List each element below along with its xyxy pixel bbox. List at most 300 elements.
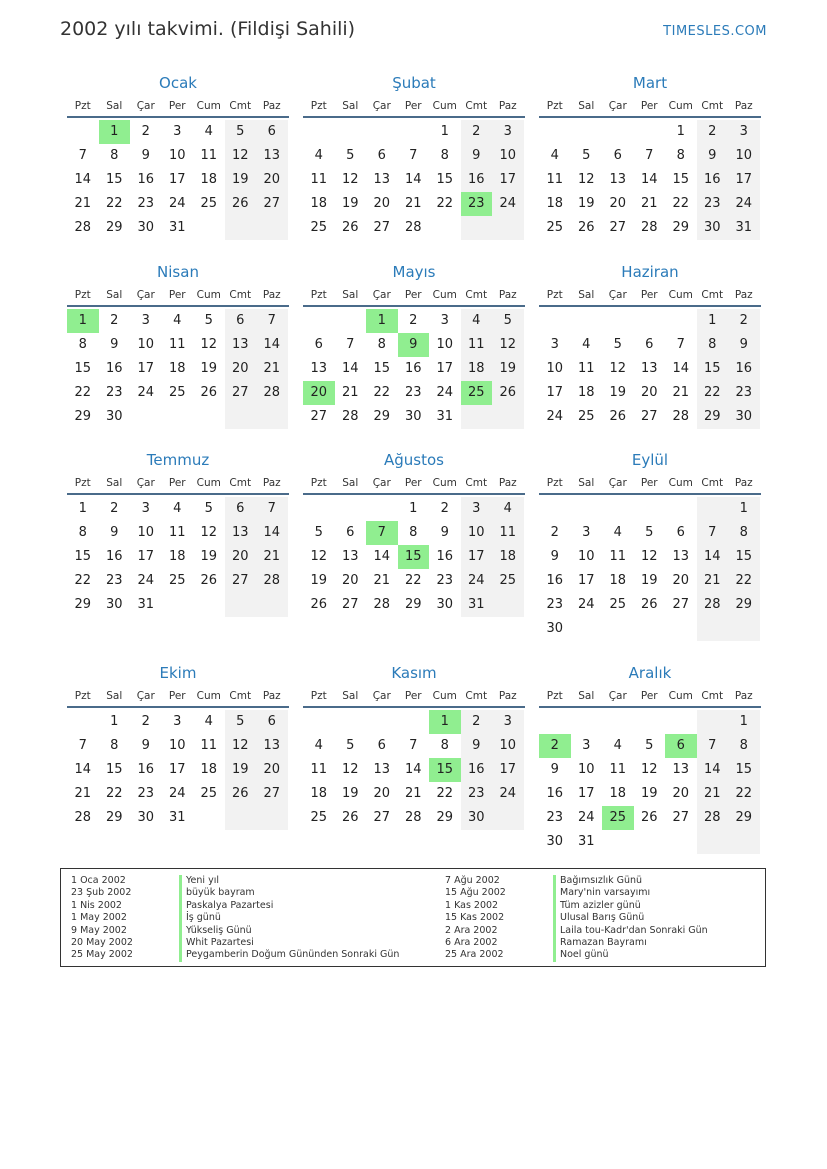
day-cell: 18 <box>461 357 493 381</box>
empty-day-cell <box>571 617 603 641</box>
empty-day-cell <box>697 710 729 734</box>
weekday-label: Pzt <box>310 690 327 702</box>
day-cell: 7 <box>409 148 418 163</box>
day-cell: 3 <box>492 710 524 734</box>
day-cell: 21 <box>373 573 391 588</box>
day-cell: 8 <box>110 738 119 753</box>
weekday-label: Pzt <box>310 100 327 112</box>
day-cell: 6 <box>346 525 355 540</box>
empty-day-cell <box>697 497 729 521</box>
empty-day-cell <box>634 120 666 144</box>
day-cell: 27 <box>609 220 627 235</box>
day-cell: 4 <box>492 497 524 521</box>
day-cell: 30 <box>404 409 422 424</box>
day-cell: 14 <box>74 762 92 777</box>
month-block <box>539 449 761 641</box>
week-row <box>303 782 525 806</box>
day-cell: 5 <box>225 120 257 144</box>
day-cell: 11 <box>609 762 627 777</box>
day-cell: 14 <box>74 172 92 187</box>
day-cell: 2 <box>550 525 559 540</box>
weekday-label: Per <box>168 100 186 112</box>
day-cell: 28 <box>697 593 729 617</box>
day-cell: 8 <box>440 148 449 163</box>
weekday-label: Per <box>404 289 422 301</box>
empty-day-cell <box>571 120 603 144</box>
day-cell: 21 <box>672 385 690 400</box>
day-cell: 25 <box>200 196 218 211</box>
day-cell: 26 <box>492 381 524 405</box>
empty-day-cell <box>225 405 257 429</box>
weekday-label: Sal <box>578 477 595 489</box>
day-cell: 28 <box>672 409 690 424</box>
day-cell: 14 <box>404 172 422 187</box>
empty-day-cell <box>665 309 697 333</box>
day-cell: 11 <box>461 333 493 357</box>
legend-holiday-name: İş günü <box>179 912 221 924</box>
day-cell: 25 <box>609 597 627 612</box>
week-row <box>67 782 289 806</box>
empty-day-cell <box>602 309 634 333</box>
empty-day-cell <box>256 405 288 429</box>
day-cell: 27 <box>373 810 391 825</box>
day-cell: 14 <box>373 549 391 564</box>
day-cell: 19 <box>640 786 658 801</box>
day-cell: 8 <box>409 525 418 540</box>
week-row <box>539 120 761 144</box>
month-block <box>539 72 761 240</box>
day-cell: 4 <box>173 313 182 328</box>
day-cell: 6 <box>645 337 654 352</box>
day-cell: 22 <box>728 569 760 593</box>
weekday-label: Çar <box>372 100 391 112</box>
holiday-legend <box>60 868 766 967</box>
day-cell: 22 <box>74 385 92 400</box>
day-cell: 28 <box>640 220 658 235</box>
day-cell: 30 <box>546 834 564 849</box>
day-cell: 4 <box>204 714 213 729</box>
day-cell: 27 <box>256 192 288 216</box>
month-name: Aralık <box>628 664 672 682</box>
month-name: Nisan <box>157 263 199 281</box>
weekday-label: Cmt <box>701 289 724 301</box>
day-cell: 30 <box>461 806 493 830</box>
empty-day-cell <box>539 120 571 144</box>
day-cell: 22 <box>105 196 123 211</box>
day-cell: 24 <box>137 385 155 400</box>
day-cell: 19 <box>640 573 658 588</box>
day-cell: 27 <box>672 810 690 825</box>
week-row <box>303 806 525 830</box>
empty-day-cell <box>602 617 634 641</box>
day-cell: 12 <box>640 549 658 564</box>
weekday-header <box>303 96 525 118</box>
day-cell: 15 <box>74 549 92 564</box>
week-row <box>67 216 289 240</box>
day-cell: 1 <box>676 124 685 139</box>
week-row <box>67 593 289 617</box>
week-row <box>303 168 525 192</box>
day-cell: 21 <box>404 786 422 801</box>
empty-day-cell <box>67 710 99 734</box>
day-cell: 18 <box>310 786 328 801</box>
day-cell: 19 <box>200 549 218 564</box>
day-cell: 30 <box>105 597 123 612</box>
weekday-label: Cum <box>432 477 457 489</box>
day-cell: 11 <box>310 172 328 187</box>
day-cell: 31 <box>728 216 760 240</box>
day-cell: 6 <box>256 710 288 734</box>
week-row <box>303 569 525 593</box>
weekday-label: Cum <box>668 100 693 112</box>
empty-day-cell <box>303 710 335 734</box>
legend-date: 25 Ara 2002 <box>445 949 504 961</box>
day-cell: 4 <box>461 309 493 333</box>
day-cell: 23 <box>137 786 155 801</box>
empty-day-cell <box>539 309 571 333</box>
day-cell: 17 <box>728 168 760 192</box>
legend-date: 23 Şub 2002 <box>71 887 132 899</box>
day-cell: 30 <box>697 216 729 240</box>
empty-day-cell <box>130 405 162 429</box>
day-cell: 2 <box>110 501 119 516</box>
day-cell: 13 <box>341 549 359 564</box>
legend-date: 1 May 2002 <box>71 912 127 924</box>
day-cell: 13 <box>672 549 690 564</box>
day-cell: 8 <box>78 337 87 352</box>
day-cell: 25 <box>168 573 186 588</box>
weekday-label: Cmt <box>465 289 488 301</box>
weekday-label: Per <box>168 690 186 702</box>
weekday-header <box>303 473 525 495</box>
week-row <box>67 192 289 216</box>
day-cell: 29 <box>74 409 92 424</box>
day-cell: 18 <box>168 361 186 376</box>
weekday-label: Çar <box>608 477 627 489</box>
month-block <box>67 261 289 429</box>
week-row <box>539 758 761 782</box>
empty-day-cell <box>602 497 634 521</box>
day-cell: 10 <box>168 738 186 753</box>
day-cell: 10 <box>728 144 760 168</box>
day-cell: 30 <box>137 220 155 235</box>
day-cell: 25 <box>200 786 218 801</box>
empty-day-cell <box>571 497 603 521</box>
day-cell: 21 <box>74 196 92 211</box>
weekday-label: Pzt <box>546 477 563 489</box>
month-name: Kasım <box>391 664 437 682</box>
day-cell: 31 <box>436 409 454 424</box>
week-row <box>303 710 525 734</box>
week-row <box>539 734 761 758</box>
week-row <box>303 357 525 381</box>
empty-day-cell <box>366 497 398 521</box>
day-cell: 19 <box>492 357 524 381</box>
day-cell: 12 <box>341 172 359 187</box>
weekday-label: Sal <box>342 690 359 702</box>
day-cell: 23 <box>137 196 155 211</box>
weekday-label: Çar <box>608 690 627 702</box>
day-cell: 11 <box>310 762 328 777</box>
day-cell: 15 <box>74 361 92 376</box>
day-cell: 28 <box>341 409 359 424</box>
day-cell: 9 <box>141 148 150 163</box>
day-cell: 18 <box>609 573 627 588</box>
empty-day-cell <box>366 710 398 734</box>
day-cell: 8 <box>728 521 760 545</box>
day-cell: 21 <box>74 786 92 801</box>
day-cell: 4 <box>314 148 323 163</box>
day-cell: 16 <box>105 549 123 564</box>
empty-day-cell <box>571 710 603 734</box>
day-cell: 20 <box>609 196 627 211</box>
day-cell: 24 <box>137 573 155 588</box>
month-name: Şubat <box>392 74 436 92</box>
week-row <box>67 710 289 734</box>
weekday-label: Cum <box>668 289 693 301</box>
day-cell: 31 <box>168 220 186 235</box>
weekday-label: Cmt <box>701 477 724 489</box>
holiday-day-cell: 25 <box>602 806 634 830</box>
legend-holiday-name: Yeni yıl <box>179 875 219 887</box>
day-cell: 4 <box>582 337 591 352</box>
day-cell: 9 <box>728 333 760 357</box>
day-cell: 21 <box>640 196 658 211</box>
month-name: Mayıs <box>392 263 436 281</box>
holiday-day-cell: 1 <box>99 120 131 144</box>
weekday-label: Sal <box>106 477 123 489</box>
empty-day-cell <box>256 806 288 830</box>
day-cell: 4 <box>314 738 323 753</box>
day-cell: 5 <box>204 501 213 516</box>
day-cell: 23 <box>461 782 493 806</box>
day-cell: 17 <box>577 573 595 588</box>
weekday-label: Cmt <box>229 690 252 702</box>
day-cell: 23 <box>404 385 422 400</box>
week-row <box>67 758 289 782</box>
day-cell: 21 <box>404 196 422 211</box>
day-cell: 6 <box>314 337 323 352</box>
day-cell: 2 <box>697 120 729 144</box>
weekday-label: Çar <box>372 477 391 489</box>
legend-date: 20 May 2002 <box>71 936 133 948</box>
day-cell: 26 <box>310 597 328 612</box>
day-cell: 27 <box>640 409 658 424</box>
day-cell: 23 <box>105 385 123 400</box>
month-name: Haziran <box>621 263 679 281</box>
day-cell: 19 <box>341 196 359 211</box>
day-cell: 29 <box>672 220 690 235</box>
legend-date: 15 Kas 2002 <box>445 912 505 924</box>
day-cell: 6 <box>676 525 685 540</box>
weekday-label: Cmt <box>229 477 252 489</box>
empty-day-cell <box>602 830 634 854</box>
day-cell: 16 <box>697 168 729 192</box>
day-cell: 18 <box>168 549 186 564</box>
day-cell: 22 <box>728 782 760 806</box>
day-cell: 18 <box>200 172 218 187</box>
day-cell: 13 <box>672 762 690 777</box>
week-row <box>539 192 761 216</box>
day-cell: 19 <box>225 758 257 782</box>
week-row <box>67 381 289 405</box>
day-cell: 14 <box>697 758 729 782</box>
week-row <box>303 144 525 168</box>
week-row <box>539 144 761 168</box>
week-row <box>539 545 761 569</box>
weekday-label: Paz <box>262 289 281 301</box>
day-cell: 6 <box>225 497 257 521</box>
day-cell: 22 <box>105 786 123 801</box>
day-cell: 30 <box>105 409 123 424</box>
weekday-label: Sal <box>578 690 595 702</box>
holiday-day-cell: 1 <box>67 309 99 333</box>
day-cell: 4 <box>173 501 182 516</box>
weekday-label: Paz <box>734 289 753 301</box>
week-row <box>67 405 289 429</box>
day-cell: 2 <box>461 120 493 144</box>
day-cell: 20 <box>225 357 257 381</box>
empty-day-cell <box>571 309 603 333</box>
day-cell: 28 <box>256 569 288 593</box>
weekday-label: Çar <box>136 690 155 702</box>
day-cell: 20 <box>373 786 391 801</box>
weekday-label: Per <box>168 289 186 301</box>
weekday-label: Cmt <box>465 690 488 702</box>
day-cell: 1 <box>440 124 449 139</box>
day-cell: 5 <box>204 313 213 328</box>
weekday-label: Cum <box>196 100 221 112</box>
day-cell: 14 <box>672 361 690 376</box>
week-row <box>539 569 761 593</box>
day-cell: 15 <box>105 762 123 777</box>
empty-day-cell <box>634 710 666 734</box>
day-cell: 17 <box>492 758 524 782</box>
empty-day-cell <box>665 617 697 641</box>
week-row <box>539 617 761 641</box>
day-cell: 1 <box>409 501 418 516</box>
day-cell: 28 <box>404 810 422 825</box>
day-cell: 27 <box>341 597 359 612</box>
day-cell: 20 <box>225 545 257 569</box>
day-cell: 4 <box>613 738 622 753</box>
weekday-header <box>539 285 761 307</box>
weekday-label: Sal <box>106 289 123 301</box>
week-row <box>303 734 525 758</box>
weekday-label: Sal <box>342 477 359 489</box>
day-cell: 8 <box>728 734 760 758</box>
day-cell: 17 <box>137 361 155 376</box>
day-cell: 6 <box>256 120 288 144</box>
empty-day-cell <box>193 216 225 240</box>
empty-day-cell <box>539 710 571 734</box>
day-cell: 25 <box>577 409 595 424</box>
weekday-label: Cum <box>668 477 693 489</box>
day-cell: 19 <box>609 385 627 400</box>
empty-day-cell <box>398 120 430 144</box>
empty-day-cell <box>665 497 697 521</box>
empty-day-cell <box>303 120 335 144</box>
legend-date: 2 Ara 2002 <box>445 924 498 936</box>
day-cell: 6 <box>377 738 386 753</box>
empty-day-cell <box>225 593 257 617</box>
day-cell: 22 <box>373 385 391 400</box>
day-cell: 10 <box>436 337 454 352</box>
week-row <box>303 497 525 521</box>
day-cell: 23 <box>546 597 564 612</box>
empty-day-cell <box>256 216 288 240</box>
week-row <box>303 216 525 240</box>
legend-holiday-name: Ulusal Barış Günü <box>553 912 644 924</box>
week-row <box>303 381 525 405</box>
month-name: Ocak <box>159 74 197 92</box>
day-cell: 19 <box>341 786 359 801</box>
week-row <box>303 593 525 617</box>
day-cell: 7 <box>256 309 288 333</box>
day-cell: 28 <box>74 810 92 825</box>
day-cell: 11 <box>200 148 218 163</box>
day-cell: 5 <box>492 309 524 333</box>
day-cell: 16 <box>461 168 493 192</box>
legend-holiday-name: Whit Pazartesi <box>179 937 254 949</box>
legend-holiday-name: büyük bayram <box>179 887 255 899</box>
month-block <box>539 261 761 429</box>
day-cell: 6 <box>225 309 257 333</box>
week-row <box>67 168 289 192</box>
weekday-label: Sal <box>342 100 359 112</box>
day-cell: 15 <box>697 357 729 381</box>
week-row <box>303 120 525 144</box>
empty-day-cell <box>335 309 367 333</box>
holiday-day-cell: 25 <box>461 381 493 405</box>
weekday-label: Paz <box>498 289 517 301</box>
day-cell: 16 <box>137 762 155 777</box>
day-cell: 16 <box>137 172 155 187</box>
week-row <box>539 216 761 240</box>
brand-link[interactable]: TIMESLES.COM <box>663 24 767 39</box>
month-block <box>67 72 289 240</box>
day-cell: 13 <box>373 172 391 187</box>
day-cell: 26 <box>341 810 359 825</box>
month-block <box>303 72 525 240</box>
day-cell: 20 <box>256 168 288 192</box>
day-cell: 26 <box>200 385 218 400</box>
day-cell: 3 <box>582 738 591 753</box>
day-cell: 10 <box>137 525 155 540</box>
day-cell: 7 <box>78 148 87 163</box>
day-cell: 9 <box>461 144 493 168</box>
day-cell: 13 <box>373 762 391 777</box>
day-cell: 3 <box>492 120 524 144</box>
day-cell: 23 <box>436 573 454 588</box>
day-cell: 14 <box>256 333 288 357</box>
day-cell: 28 <box>373 597 391 612</box>
week-row <box>539 309 761 333</box>
day-cell: 8 <box>440 738 449 753</box>
day-cell: 20 <box>256 758 288 782</box>
page-title: 2002 yılı takvimi. (Fildişi Sahili) <box>60 18 356 40</box>
day-cell: 10 <box>461 521 493 545</box>
day-cell: 10 <box>492 144 524 168</box>
day-cell: 18 <box>492 545 524 569</box>
weekday-label: Paz <box>262 100 281 112</box>
weekday-header <box>67 285 289 307</box>
day-cell: 3 <box>173 714 182 729</box>
empty-day-cell <box>335 120 367 144</box>
day-cell: 17 <box>461 545 493 569</box>
day-cell: 23 <box>546 810 564 825</box>
weekday-label: Paz <box>498 100 517 112</box>
